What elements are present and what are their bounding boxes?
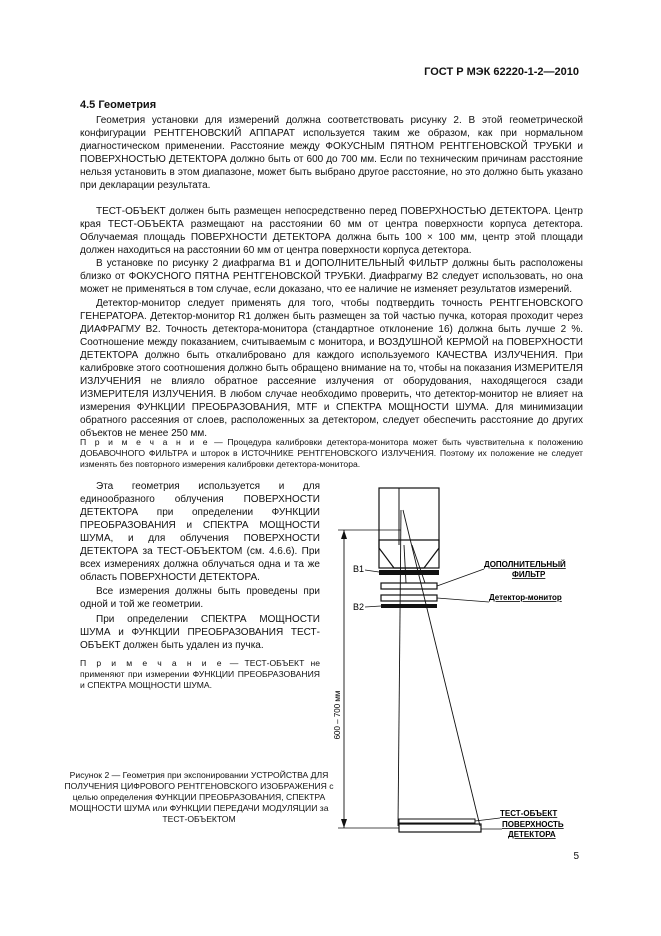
test-object-plate: [399, 819, 475, 823]
collimator-cone: [379, 540, 439, 568]
monitor-detector: [381, 595, 437, 601]
page-number: 5: [573, 851, 579, 862]
test-object-label: ТЕСТ-ОБЪЕКТ: [500, 809, 558, 818]
detector-surface-label-line1: ПОВЕРХНОСТЬ: [502, 820, 564, 829]
paragraph-diaphragm: В установке по рисунку 2 диафрагма В1 и ДОПОЛНИТЕЛЬНЫЙ ФИЛЬТР должны быть расположены близко от ФОКУСНОГО ПЯТНА РЕНТГЕНОВСКОЙ ТРУБКИ. Диафрагму В2 следует использовать, но она может не применяться в том случае, если доказано, что ее наличие не изменяет результатов измерений.: [80, 258, 583, 295]
note-label: П р и м е ч а н и е: [80, 658, 224, 668]
dimension-arrow-top: [341, 530, 347, 539]
paragraph-test-object: ТЕСТ-ОБЪЕКТ должен быть размещен непосредственно перед ПОВЕРХНОСТЬЮ ДЕТЕКТОРА. Центр края ТЕСТ-ОБЪЕКТА размещают на расстоянии 60 мм от центра поверхности корпуса детектора. Облучаемая площадь ПОВЕРХНОСТИ ДЕТЕКТОРА должна быть 100 × 100 мм, центр этой площади должен находиться на расстоянии 60 мм от центра поверхности корпуса детектора.: [80, 206, 583, 256]
additional-filter-label-line1: ДОПОЛНИТЕЛЬНЫЙ: [484, 560, 566, 569]
monitor-leader: [437, 598, 489, 602]
beam-line-left: [398, 510, 401, 826]
note-text: — ТЕСТ-ОБЪЕКТ не применяют при измерении ФУНКЦИИ ПРЕОБРАЗОВАНИЯ и СПЕКТРА МОЩНОСТИ ШУМА.: [80, 658, 321, 690]
beam-line-right: [403, 510, 480, 826]
figure-caption: Рисунок 2 — Геометрия при экспонировании УСТРОЙСТВА ДЛЯ ПОЛУЧЕНИЯ ЦИФРОВОГО РЕНТГЕНОВСКОГО ИЗОБРАЖЕНИЯ с целью определения ФУНКЦИИ ПРЕОБРАЗОВАНИЯ, СПЕКТРА МОЩНОСТИ ШУМА или ФУНКЦИИ ПЕРЕДАЧИ МОДУЛЯЦИИ за ТЕСТ-ОБЪЕКТОМ: [64, 770, 334, 824]
paragraph-uniform-exposure: Эта геометрия используется и для единообразного облучения ПОВЕРХНОСТИ ДЕТЕКТОРА при определении ФУНКЦИИ ПРЕОБРАЗОВАНИЯ и СПЕКТРА МОЩНОСТИ ШУМА, и для облучения ПОВЕРХНОСТИ ДЕТЕКТОРА за ТЕСТ-ОБЪЕКТОМ (см. 4.6.6). При всех измерениях должна облучаться одна и та же область ПОВЕРХНОСТИ ДЕТЕКТОРА.: [80, 481, 320, 583]
monitor-detector-label: Детектор-монитор: [489, 593, 562, 602]
dimension-arrow-bottom: [341, 819, 347, 828]
filter-leader: [437, 569, 484, 586]
b2-label: B2: [353, 602, 365, 612]
detector-surface-label-line2: ДЕТЕКТОРА: [508, 830, 556, 839]
diaphragm-b1: [379, 570, 439, 575]
xray-tube: [379, 488, 439, 568]
b2-leader: [365, 606, 381, 607]
b1-label: B1: [353, 564, 365, 574]
detector-surface: [399, 824, 481, 832]
beam-line-inner-left: [404, 545, 406, 583]
paragraph-monitor-detector: Детектор-монитор следует применять для того, чтобы подтвердить точность РЕНТГЕНОВСКОГО ГЕНЕРАТОРА. Детектор-монитор R1 должен быть размещен за той частью пучка, которая проходит через ДИАФРАГМУ В2. Точность детектора-монитора (стандартное отклонение 16) должна быть лучше 2 %. Соотношение между показанием, считываемым с монитора, и ВОЗДУШНОЙ КЕРМОЙ на ПОВЕРХНОСТИ ДЕТЕКТОРА должно быть откалибровано для каждого используемого КАЧЕСТВА ИЗЛУЧЕНИЯ. При калибровке этого соотношения должно быть обращено внимание на то, чтобы на показания ИЗМЕРИТЕЛЯ ИЗЛУЧЕНИЯ не влияло обратное рассеяние излучения от оборудования, находящегося сзади ИЗМЕРИТЕЛЯ ИЗЛУЧЕНИЯ. В любом случае необходимо проверить, что детектор-монитор не влияет на измерения ФУНКЦИИ ПРЕОБРАЗОВАНИЯ, MTF и СПЕКТРА МОЩНОСТИ ШУМА. Для минимизации обратного рассеяния от слоев, расположенных за детектором, следует обеспечить расстояние до других объектов не менее 250 мм.: [80, 298, 583, 439]
additional-filter: [381, 583, 437, 589]
paragraph-geometry-intro: Геометрия установки для измерений должна соответствовать рисунку 2. В этой геометрической конфигурации РЕНТГЕНОВСКИЙ АППАРАТ используется таким же образом, как при нормальном диагностическом применении. Расстояние между ФОКУСНЫМ ПЯТНОМ РЕНТГЕНОВСКОЙ ТРУБКИ и ПОВЕРХНОСТЬЮ ДЕТЕКТОРА должно быть от 600 до 700 мм. Если по техническим причинам расстояние нельзя установить в этом диапазоне, может быть выбрано другое расстояние, но это должно быть указано при декларации результата.: [80, 115, 583, 191]
additional-filter-label-line2: ФИЛЬТР: [512, 570, 546, 579]
note-label: П р и м е ч а н и е: [80, 437, 210, 447]
paragraph-same-geometry: Все измерения должны быть проведены при одной и той же геометрии.: [80, 586, 320, 610]
distance-label: 600 – 700 мм: [333, 690, 342, 740]
document-header: ГОСТ Р МЭК 62220-1-2—2010: [424, 66, 579, 78]
b1-leader: [365, 570, 379, 572]
paragraph-remove-test-object: При определении СПЕКТРА МОЩНОСТИ ШУМА и ФУНКЦИИ ПРЕОБРАЗОВАНИЯ ТЕСТ-ОБЪЕКТ должен быть удален из пучка.: [80, 614, 320, 651]
section-title: 4.5 Геометрия: [80, 99, 157, 111]
beam-line-inner-right: [412, 545, 425, 583]
diaphragm-b2: [381, 604, 437, 608]
note-text: — Процедура калибровки детектора-монитора может быть чувствительна к положению ДОБАВОЧНОГО ФИЛЬТРА и шторок в ИСТОЧНИКЕ РЕНТГЕНОВСКОГО ИЗЛУЧЕНИЯ. Поэтому их положение не следует изменять без повторного измерения калибровки детектора-монитора.: [80, 437, 583, 469]
